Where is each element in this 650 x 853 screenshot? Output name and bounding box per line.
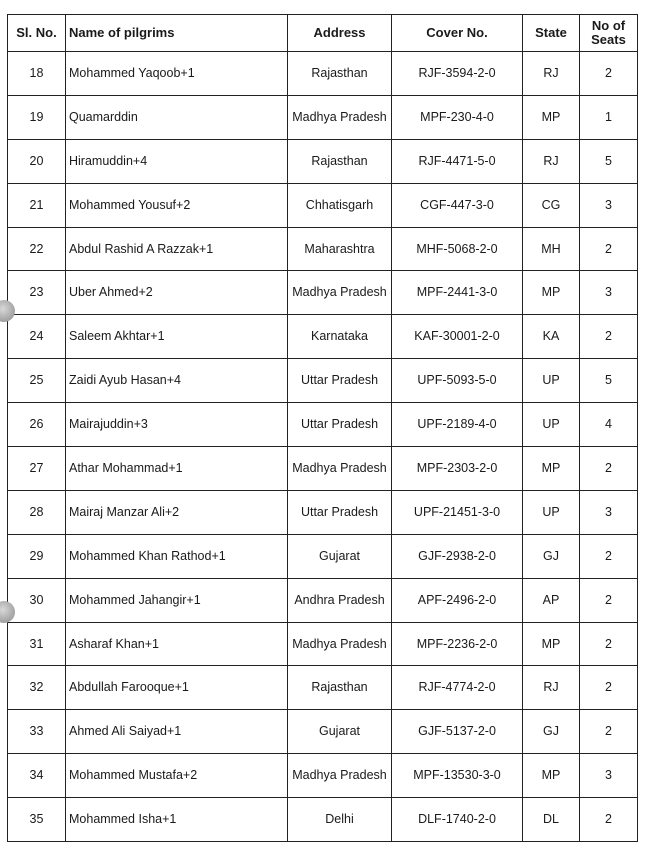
cell-pilgrim-name: Mohammed Jahangir+1	[66, 578, 288, 622]
cell-seats: 2	[580, 578, 638, 622]
cell-sl-no: 22	[8, 227, 66, 271]
table-row	[8, 754, 638, 798]
cell-address: Rajasthan	[288, 52, 392, 96]
cell-cover-no: GJF-5137-2-0	[392, 710, 523, 754]
cell-sl-no: 30	[8, 578, 66, 622]
table-row	[8, 359, 638, 403]
cell-address: Gujarat	[288, 710, 392, 754]
header-name: Name of pilgrims	[66, 15, 288, 52]
cell-address: Madhya Pradesh	[288, 95, 392, 139]
table-row	[8, 622, 638, 666]
cell-address: Delhi	[288, 798, 392, 842]
table-row	[8, 183, 638, 227]
cell-state: CG	[523, 183, 580, 227]
table-row	[8, 710, 638, 754]
cell-address: Uttar Pradesh	[288, 359, 392, 403]
header-address: Address	[288, 15, 392, 52]
table-row	[8, 95, 638, 139]
cell-state: MP	[523, 271, 580, 315]
cell-cover-no: KAF-30001-2-0	[392, 315, 523, 359]
table-row	[8, 447, 638, 491]
cell-sl-no: 28	[8, 490, 66, 534]
table-header	[8, 15, 638, 52]
table-row	[8, 666, 638, 710]
cell-pilgrim-name: Mohammed Isha+1	[66, 798, 288, 842]
table-row	[8, 534, 638, 578]
cell-state: RJ	[523, 52, 580, 96]
header-seats: No of Seats	[580, 15, 638, 52]
cell-pilgrim-name: Zaidi Ayub Hasan+4	[66, 359, 288, 403]
table-row	[8, 578, 638, 622]
cell-pilgrim-name: Uber Ahmed+2	[66, 271, 288, 315]
cell-seats: 2	[580, 315, 638, 359]
cell-sl-no: 35	[8, 798, 66, 842]
cell-sl-no: 24	[8, 315, 66, 359]
cell-pilgrim-name: Quamarddin	[66, 95, 288, 139]
cell-state: AP	[523, 578, 580, 622]
cell-seats: 2	[580, 710, 638, 754]
cell-seats: 2	[580, 52, 638, 96]
cell-cover-no: DLF-1740-2-0	[392, 798, 523, 842]
cell-state: MP	[523, 754, 580, 798]
cell-pilgrim-name: Abdullah Farooque+1	[66, 666, 288, 710]
cell-pilgrim-name: Mohammed Khan Rathod+1	[66, 534, 288, 578]
table-row	[8, 52, 638, 96]
cell-seats: 2	[580, 534, 638, 578]
cell-cover-no: MPF-13530-3-0	[392, 754, 523, 798]
cell-seats: 5	[580, 139, 638, 183]
cell-seats: 5	[580, 359, 638, 403]
cell-cover-no: MPF-2441-3-0	[392, 271, 523, 315]
cell-pilgrim-name: Ahmed Ali Saiyad+1	[66, 710, 288, 754]
cell-sl-no: 27	[8, 447, 66, 491]
cell-cover-no: MPF-2303-2-0	[392, 447, 523, 491]
cell-sl-no: 23	[8, 271, 66, 315]
header-sl-no: Sl. No.	[8, 15, 66, 52]
cell-seats: 3	[580, 754, 638, 798]
cell-sl-no: 21	[8, 183, 66, 227]
cell-address: Uttar Pradesh	[288, 490, 392, 534]
table-row	[8, 798, 638, 842]
cell-cover-no: MPF-2236-2-0	[392, 622, 523, 666]
table-row	[8, 227, 638, 271]
table-row	[8, 271, 638, 315]
cell-seats: 2	[580, 622, 638, 666]
cell-state: UP	[523, 403, 580, 447]
header-cover-no: Cover No.	[392, 15, 523, 52]
cell-state: GJ	[523, 534, 580, 578]
cell-sl-no: 33	[8, 710, 66, 754]
cell-state: RJ	[523, 139, 580, 183]
cell-state: GJ	[523, 710, 580, 754]
pilgrims-table	[7, 14, 638, 842]
cell-seats: 2	[580, 227, 638, 271]
cell-sl-no: 34	[8, 754, 66, 798]
cell-cover-no: RJF-3594-2-0	[392, 52, 523, 96]
cell-address: Karnataka	[288, 315, 392, 359]
cell-pilgrim-name: Mairajuddin+3	[66, 403, 288, 447]
cell-state: UP	[523, 359, 580, 403]
cell-seats: 4	[580, 403, 638, 447]
cell-sl-no: 19	[8, 95, 66, 139]
cell-state: MH	[523, 227, 580, 271]
cell-pilgrim-name: Mohammed Yaqoob+1	[66, 52, 288, 96]
cell-sl-no: 26	[8, 403, 66, 447]
cell-address: Uttar Pradesh	[288, 403, 392, 447]
cell-address: Rajasthan	[288, 666, 392, 710]
table-body	[8, 52, 638, 842]
table-row	[8, 315, 638, 359]
cell-address: Madhya Pradesh	[288, 271, 392, 315]
header-row	[8, 15, 638, 52]
cell-state: KA	[523, 315, 580, 359]
cell-sl-no: 20	[8, 139, 66, 183]
cell-cover-no: APF-2496-2-0	[392, 578, 523, 622]
cell-seats: 2	[580, 798, 638, 842]
cell-pilgrim-name: Mohammed Yousuf+2	[66, 183, 288, 227]
cell-address: Andhra Pradesh	[288, 578, 392, 622]
cell-seats: 2	[580, 666, 638, 710]
cell-pilgrim-name: Asharaf Khan+1	[66, 622, 288, 666]
cell-state: DL	[523, 798, 580, 842]
cell-sl-no: 29	[8, 534, 66, 578]
cell-address: Gujarat	[288, 534, 392, 578]
cell-address: Rajasthan	[288, 139, 392, 183]
cell-pilgrim-name: Mairaj Manzar Ali+2	[66, 490, 288, 534]
table-row	[8, 139, 638, 183]
cell-sl-no: 32	[8, 666, 66, 710]
cell-state: UP	[523, 490, 580, 534]
header-state: State	[523, 15, 580, 52]
table-row	[8, 490, 638, 534]
cell-pilgrim-name: Saleem Akhtar+1	[66, 315, 288, 359]
cell-cover-no: UPF-5093-5-0	[392, 359, 523, 403]
cell-address: Madhya Pradesh	[288, 622, 392, 666]
cell-address: Madhya Pradesh	[288, 447, 392, 491]
cell-address: Maharashtra	[288, 227, 392, 271]
cell-seats: 3	[580, 490, 638, 534]
cell-pilgrim-name: Mohammed Mustafa+2	[66, 754, 288, 798]
table-row	[8, 403, 638, 447]
cell-pilgrim-name: Athar Mohammad+1	[66, 447, 288, 491]
cell-cover-no: RJF-4774-2-0	[392, 666, 523, 710]
cell-seats: 3	[580, 183, 638, 227]
cell-sl-no: 31	[8, 622, 66, 666]
cell-pilgrim-name: Hiramuddin+4	[66, 139, 288, 183]
cell-cover-no: MHF-5068-2-0	[392, 227, 523, 271]
cell-cover-no: RJF-4471-5-0	[392, 139, 523, 183]
cell-state: MP	[523, 622, 580, 666]
cell-cover-no: GJF-2938-2-0	[392, 534, 523, 578]
cell-cover-no: MPF-230-4-0	[392, 95, 523, 139]
cell-pilgrim-name: Abdul Rashid A Razzak+1	[66, 227, 288, 271]
cell-seats: 3	[580, 271, 638, 315]
cell-cover-no: CGF-447-3-0	[392, 183, 523, 227]
cell-seats: 1	[580, 95, 638, 139]
cell-state: RJ	[523, 666, 580, 710]
cell-state: MP	[523, 95, 580, 139]
cell-sl-no: 25	[8, 359, 66, 403]
cell-state: MP	[523, 447, 580, 491]
cell-sl-no: 18	[8, 52, 66, 96]
cell-address: Chhatisgarh	[288, 183, 392, 227]
cell-seats: 2	[580, 447, 638, 491]
cell-cover-no: UPF-2189-4-0	[392, 403, 523, 447]
cell-cover-no: UPF-21451-3-0	[392, 490, 523, 534]
cell-address: Madhya Pradesh	[288, 754, 392, 798]
